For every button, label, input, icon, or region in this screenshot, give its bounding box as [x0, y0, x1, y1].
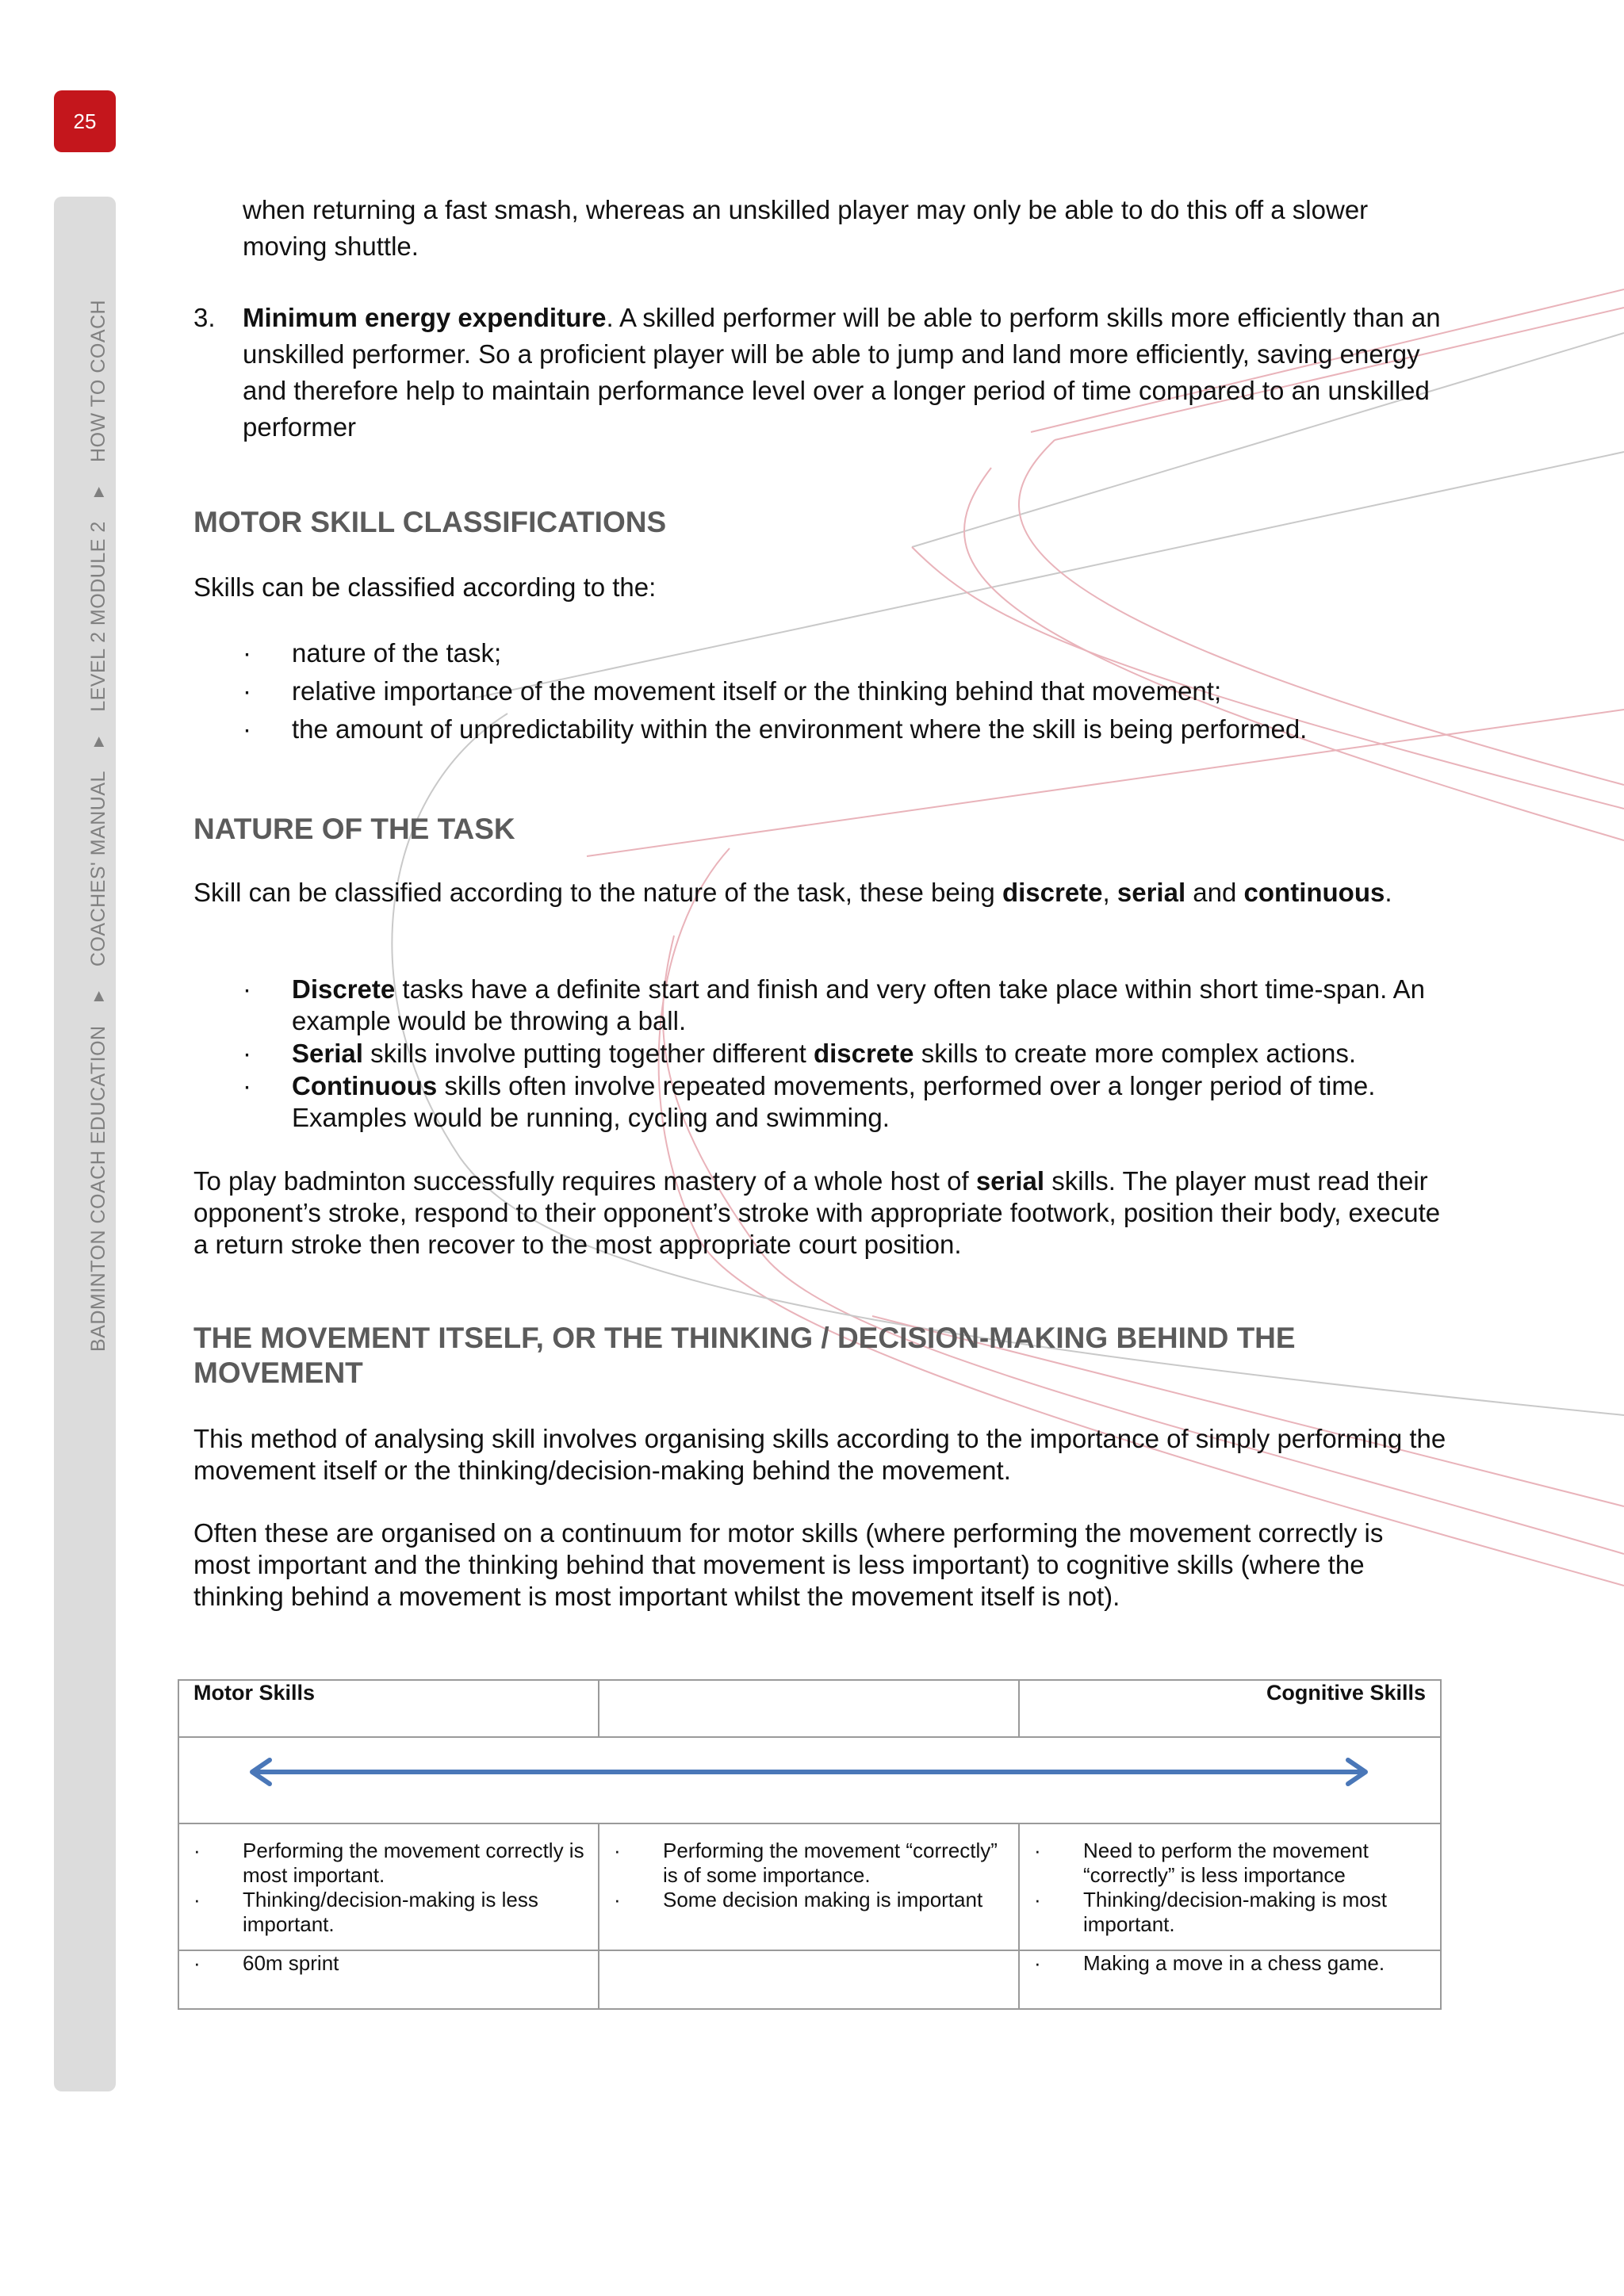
section3-paragraph-2: Often these are organised on a continuum for motor skills (where performing the movement correctly is most important and the thinking behind that movement is less important) to cognitive skills (where the thinking behind a movement is most important whilst the movement itself is not). — [193, 1518, 1384, 1611]
bullet-icon: · — [1034, 1839, 1041, 1862]
bullet-icon: · — [243, 1039, 251, 1068]
bullet-icon: · — [243, 1071, 251, 1100]
intro-continuation: when returning a fast smash, whereas an unskilled player may only be able to do this off a slower moving shuttle. — [243, 195, 1369, 261]
item-body — [243, 300, 1446, 446]
numbered-item-3 — [193, 300, 1446, 446]
list-item: · relative importance of the movement itself or the thinking behind that movement; — [193, 672, 1446, 710]
bullet-icon: · — [614, 1839, 621, 1862]
list-item: · Need to perform the movement “correctly” is less importance — [1034, 1839, 1369, 1887]
bullet-icon: · — [1034, 1951, 1041, 1975]
section2-bullet-list — [193, 974, 1446, 1134]
motor-skills-cell — [178, 1823, 599, 1950]
page-number-badge: 25 — [54, 90, 116, 152]
double-arrow-icon — [179, 1738, 1438, 1819]
bullet-icon: · — [243, 974, 251, 1004]
bullet-icon: · — [193, 1888, 201, 1911]
item-title: Minimum energy expenditure — [243, 303, 607, 332]
bullet-icon: · — [614, 1888, 621, 1911]
table-row — [178, 1950, 1441, 2009]
header-motor-skills: Motor Skills — [178, 1680, 599, 1737]
table-row — [178, 1823, 1441, 1950]
section1-intro: Skills can be classified according to the: — [193, 572, 657, 602]
table-row — [178, 1737, 1441, 1823]
bullet-icon: · — [243, 638, 251, 668]
section-heading-nature-of-the-task: NATURE OF THE TASK — [193, 813, 515, 845]
bullet-icon: · — [1034, 1888, 1041, 1911]
list-item: · Making a move in a chess game. — [1034, 1951, 1385, 1975]
list-item: · Thinking/decision-making is less important. — [193, 1888, 538, 1936]
sidebar-item: COACHES' MANUAL — [87, 771, 109, 967]
list-item: · Some decision making is important — [614, 1888, 983, 1911]
section1-bullet-list — [193, 634, 1446, 748]
triangle-separator-icon: ▲ — [90, 730, 108, 751]
bullet-icon: · — [243, 714, 251, 744]
list-item: · 60m sprint — [193, 1951, 339, 1975]
example-motor-cell — [178, 1950, 599, 2009]
list-item-discrete: · Discrete tasks have a definite start and finish and very often take place within short time-span. An example would be throwing a ball. — [243, 974, 1425, 1035]
list-item: · the amount of unpredictability within the environment where the skill is being performed. — [193, 710, 1446, 748]
section-heading-motor-skill-classifications: MOTOR SKILL CLASSIFICATIONS — [193, 506, 667, 538]
bullet-icon: · — [193, 1951, 201, 1975]
sidebar-item: BADMINTON COACH EDUCATION — [87, 1025, 109, 1352]
list-item-continuous: · Continuous skills often involve repeated movements, performed over a longer period of time. Examples would be running, cycling and swimming. — [243, 1071, 1376, 1132]
item-number: 3. — [193, 303, 216, 332]
triangle-separator-icon: ▲ — [90, 481, 108, 502]
cognitive-skills-cell — [1019, 1823, 1441, 1950]
sidebar-item: LEVEL 2 MODULE 2 — [87, 521, 109, 712]
list-item: · Thinking/decision-making is most important. — [1034, 1888, 1387, 1936]
example-cognitive-cell — [1019, 1950, 1441, 2009]
item-text: . A skilled performer will be able to perform skills more efficiently than an unskilled performer. So a proficient player will be able to jump and land more efficiently, saving energy and therefore help to maintain performance level over a longer period of time compared to an unskilled performer — [243, 303, 1441, 442]
continuum-arrow-cell — [178, 1737, 1441, 1823]
list-item: · nature of the task; — [193, 634, 1446, 672]
section-heading-movement-itself: THE MOVEMENT ITSELF, OR THE THINKING / DECISION-MAKING BEHIND THE MOVEMENT — [193, 1322, 1296, 1389]
bullet-icon: · — [193, 1839, 201, 1862]
sidebar-breadcrumb — [87, 300, 110, 1352]
sidebar-item: HOW TO COACH — [87, 299, 109, 462]
skills-continuum-table — [178, 1679, 1442, 2010]
section2-paragraph: To play badminton successfully requires mastery of a whole host of serial skills. The player must read their opponent’s stroke, respond to their opponent’s stroke with appropriate footwork, position their body, execute a return stroke then recover to the most appropriate court position. — [193, 1166, 1441, 1259]
section3-paragraph-1: This method of analysing skill involves organising skills according to the importance of simply performing the movement itself or the thinking/decision-making behind the movement. — [193, 1424, 1446, 1485]
example-middle-cell — [599, 1950, 1019, 2009]
header-cognitive-skills: Cognitive Skills — [1019, 1680, 1441, 1737]
middle-skills-cell — [599, 1823, 1019, 1950]
table-row — [178, 1680, 1441, 1737]
header-empty — [599, 1680, 1019, 1737]
list-item-serial: · Serial skills involve putting together different discrete skills to create more complex actions. — [193, 1037, 1446, 1070]
triangle-separator-icon: ▲ — [90, 985, 108, 1006]
bullet-icon: · — [243, 676, 251, 706]
list-item: · Performing the movement correctly is most important. — [193, 1839, 584, 1887]
section2-intro: Skill can be classified according to the nature of the task, these being discrete, serial and continuous. — [193, 878, 1392, 907]
list-item: · Performing the movement “correctly” is of some importance. — [614, 1839, 998, 1887]
